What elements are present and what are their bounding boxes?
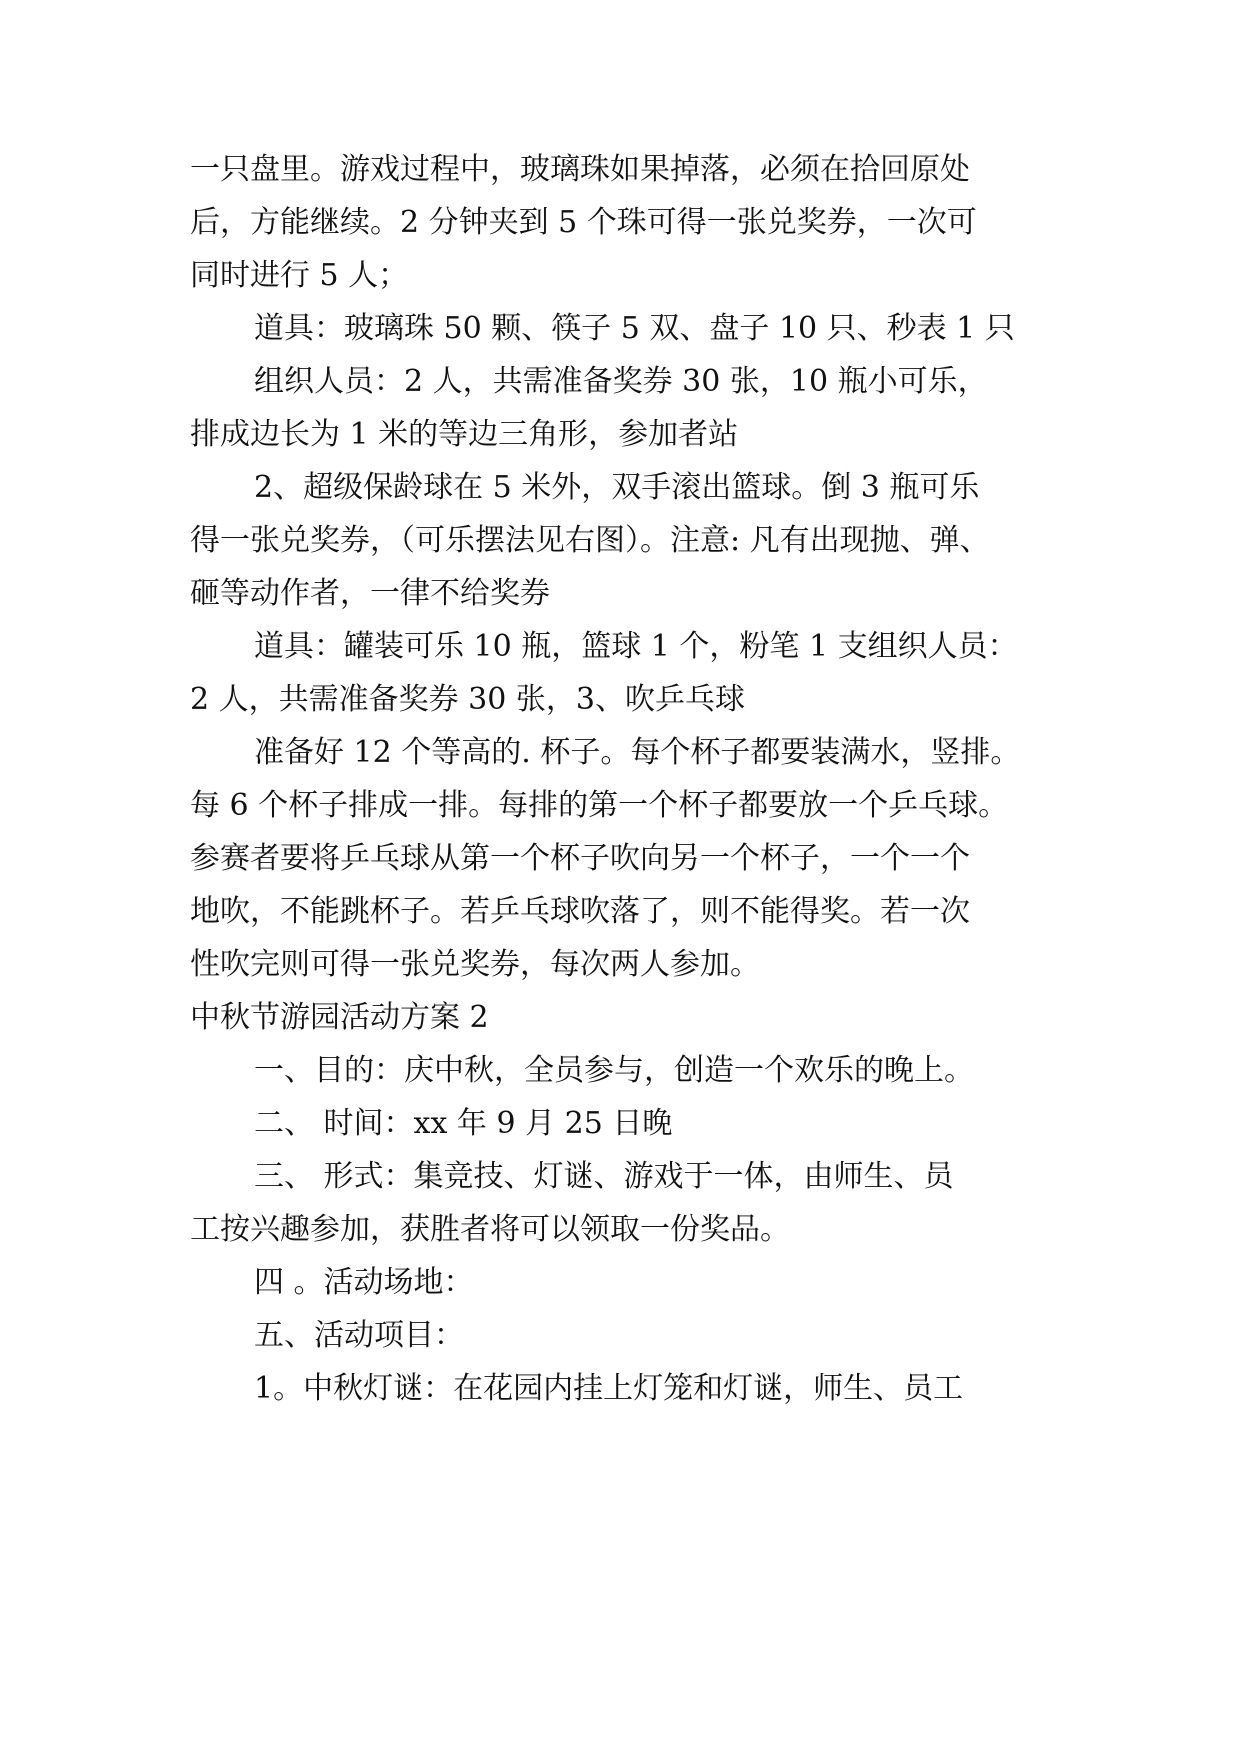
text-line: 三、 形式：集竞技、灯谜、游戏于一体，由师生、员: [254, 1159, 954, 1194]
text-line: 工按兴趣参加，获胜者将可以领取一份奖品。: [190, 1212, 790, 1247]
text-line: 同时进行 5 人；: [190, 258, 409, 293]
text-line: 参赛者要将乒乓球从第一个杯子吹向另一个杯子，一个一个: [190, 841, 970, 876]
text-line: 道具：罐装可乐 10 瓶，篮球 1 个，粉笔 1 支组织人员：: [254, 629, 1018, 664]
section-heading: 中秋节游园活动方案 2: [190, 1000, 489, 1035]
text-line: 地吹，不能跳杯子。若乒乓球吹落了，则不能得奖。若一次: [190, 894, 970, 929]
text-line: 1。中秋灯谜：在花园内挂上灯笼和灯谜，师生、员工: [254, 1371, 964, 1406]
text-line: 2、超级保龄球在 5 米外，双手滚出篮球。倒 3 瓶可乐: [254, 470, 980, 505]
text-line: 排成边长为 1 米的等边三角形，参加者站: [190, 417, 739, 452]
text-line: 2 人，共需准备奖券 30 张，3、吹乒乓球: [190, 682, 745, 717]
text-line: 砸等动作者，一律不给奖券: [190, 576, 550, 611]
text-line: 道具：玻璃珠 50 颗、筷子 5 双、盘子 10 只、秒表 1 只: [254, 311, 1015, 346]
text-line: 准备好 12 个等高的. 杯子。每个杯子都要装满水，竖排。: [254, 735, 1021, 770]
text-line: 五、活动项目：: [254, 1318, 464, 1353]
text-line: 性吹完则可得一张兑奖券，每次两人参加。: [190, 947, 760, 982]
text-line: 四 。活动场地：: [254, 1265, 474, 1300]
text-line: 后，方能继续。2 分钟夹到 5 个珠可得一张兑奖券，一次可: [190, 205, 977, 240]
text-line: 一只盘里。游戏过程中，玻璃珠如果掉落，必须在拾回原处: [190, 152, 970, 187]
text-line: 得一张兑奖券，（可乐摆法见右图）。注意: 凡有出现抛、弹、: [190, 523, 990, 558]
text-line: 二、 时间：xx 年 9 月 25 日晚: [254, 1106, 673, 1141]
text-line: 组织人员：2 人，共需准备奖券 30 张，10 瓶小可乐，: [254, 364, 988, 399]
text-line: 每 6 个杯子排成一排。每排的第一个杯子都要放一个乒乓球。: [190, 788, 1009, 823]
text-line: 一、目的：庆中秋，全员参与，创造一个欢乐的晚上。: [254, 1053, 974, 1088]
